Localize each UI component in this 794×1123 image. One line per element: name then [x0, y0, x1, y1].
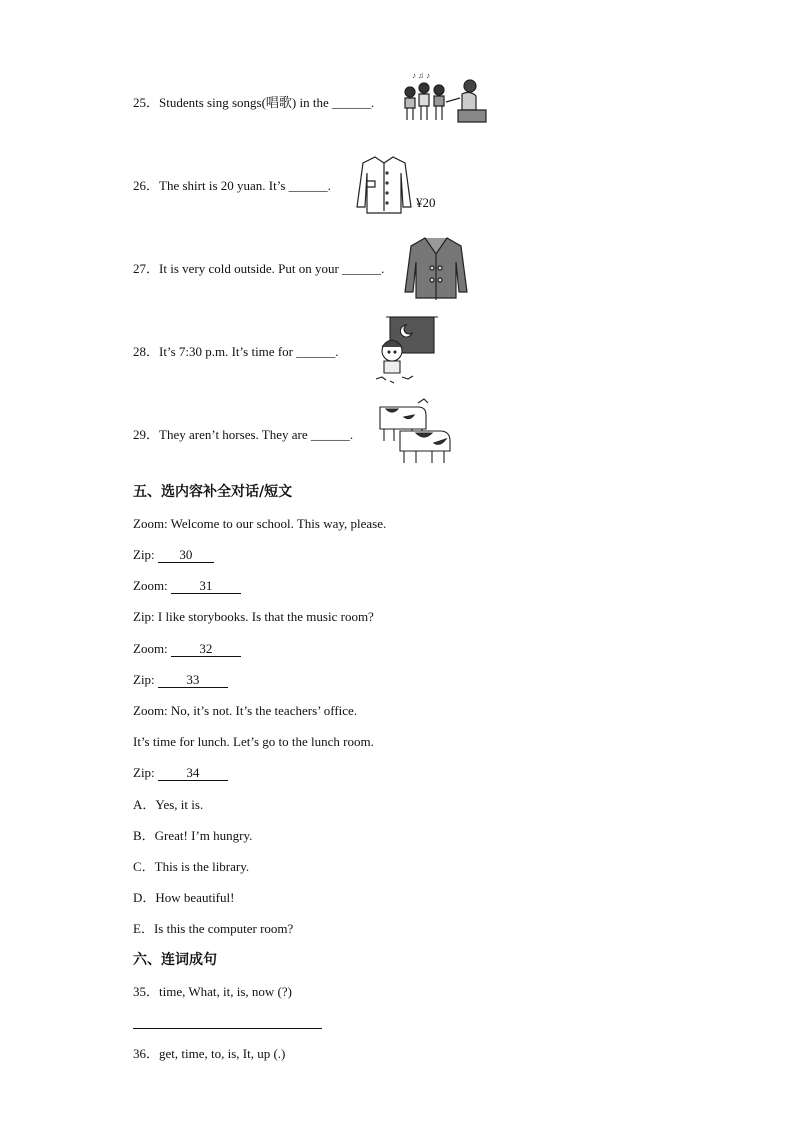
- sentence-item-35: 35．time, What, it, is, now (?): [133, 984, 292, 999]
- dialogue-line: Zoom: Welcome to our school. This way, please.: [133, 516, 387, 531]
- option-a: A．Yes, it is.: [133, 797, 204, 812]
- section-5-title: 五、选内容补全对话/短文: [133, 484, 293, 500]
- dialogue-line: Zip: I like storybooks. Is that the music room?: [133, 609, 374, 624]
- speaker: Zip:: [133, 765, 158, 780]
- question-26: [133, 178, 331, 194]
- svg-text:♪ ♫ ♪: ♪ ♫ ♪: [412, 71, 430, 80]
- question-number: 27．: [133, 261, 160, 276]
- question-number: 29．: [133, 427, 160, 442]
- question-29: [133, 427, 353, 443]
- blank-31[interactable]: 31: [171, 579, 241, 594]
- dialogue-line: Zoom: No, it’s not. It’s the teachers’ office.: [133, 703, 358, 718]
- question-text: Students sing songs(唱歌) in the ______.: [159, 95, 375, 110]
- option-c: C．This is the library.: [133, 859, 250, 874]
- dialogue-line: [133, 578, 241, 594]
- question-27: [133, 261, 384, 277]
- question-number: 26．: [133, 178, 160, 193]
- dialogue-line: It’s time for lunch. Let’s go to the lunch room.: [133, 734, 374, 749]
- price-label: ¥20: [416, 195, 436, 210]
- sentence-item-36: 36．get, time, to, is, It, up (.): [133, 1046, 286, 1061]
- blank-30[interactable]: 30: [158, 548, 214, 563]
- girl-dinner-picture: [372, 315, 438, 387]
- question-28: [133, 344, 338, 360]
- question-text: It is very cold outside. Put on your ______.: [159, 261, 385, 276]
- question-text: They aren’t horses. They are ______.: [159, 427, 354, 442]
- section-6-title: 六、连词成句: [133, 952, 217, 968]
- dialogue-line: [133, 547, 214, 563]
- dialogue-line: [133, 672, 228, 688]
- question-text: It’s 7:30 p.m. It’s time for ______.: [159, 344, 339, 359]
- option-b: B．Great! I’m hungry.: [133, 828, 253, 843]
- blank-34[interactable]: 34: [158, 766, 228, 781]
- speaker: Zip:: [133, 672, 158, 687]
- dialogue-line: [133, 765, 228, 781]
- question-number: 25．: [133, 95, 160, 110]
- shirt-picture: [355, 153, 413, 215]
- singing-students-picture: [398, 70, 490, 128]
- blank-33[interactable]: 33: [158, 673, 228, 688]
- option-e: E．Is this the computer room?: [133, 921, 294, 936]
- speaker: Zoom:: [133, 641, 171, 656]
- cows-picture: [372, 397, 454, 467]
- blank-32[interactable]: 32: [171, 642, 241, 657]
- dialogue-line: [133, 641, 241, 657]
- answer-line-35[interactable]: [133, 1028, 322, 1029]
- question-text: The shirt is 20 yuan. It’s ______.: [159, 178, 331, 193]
- speaker: Zoom:: [133, 578, 171, 593]
- question-number: 28．: [133, 344, 160, 359]
- coat-picture: [403, 234, 469, 302]
- question-25: [133, 95, 374, 111]
- speaker: Zip:: [133, 547, 158, 562]
- option-d: D．How beautiful!: [133, 890, 235, 905]
